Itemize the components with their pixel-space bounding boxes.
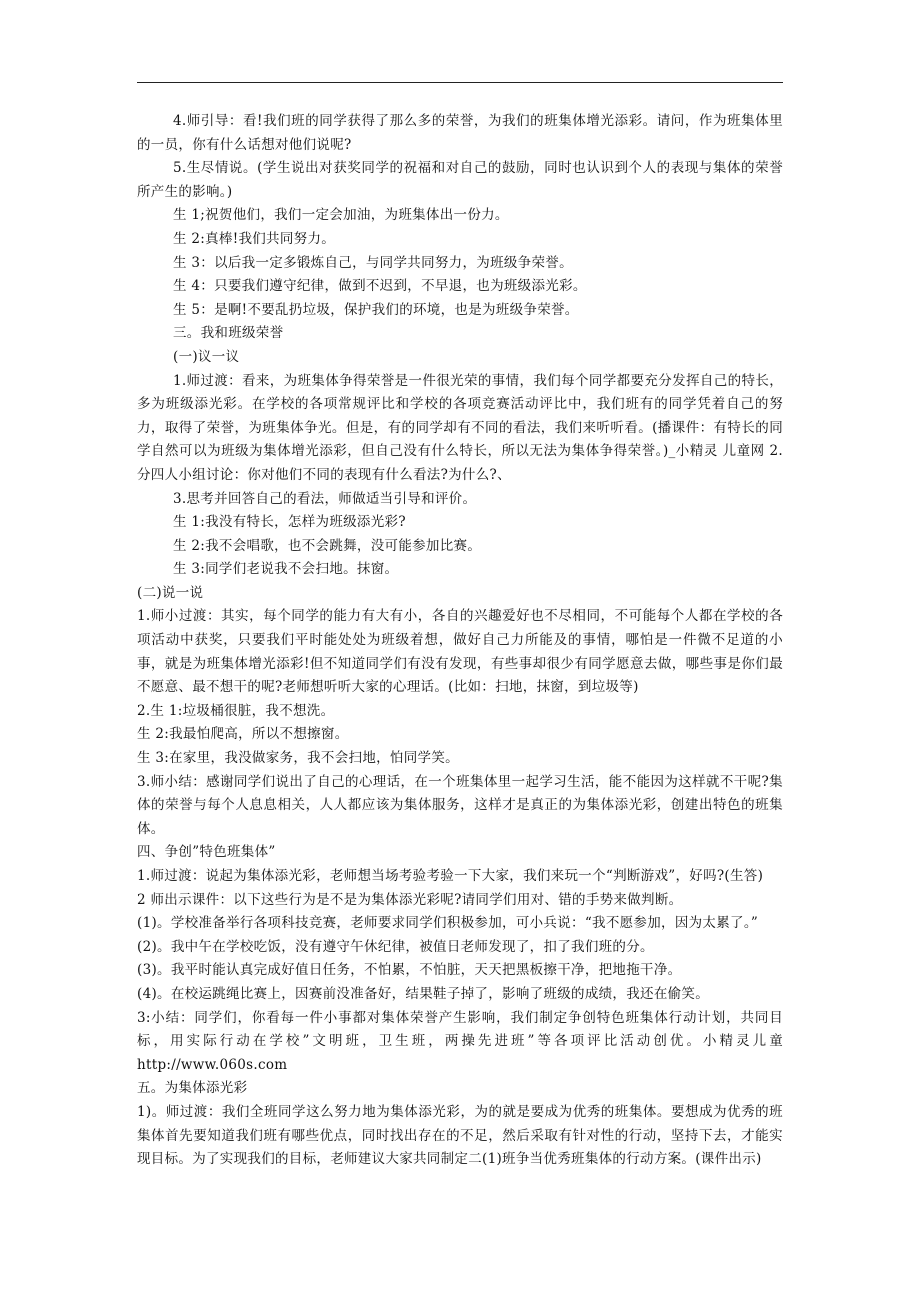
paragraph-6: 生 4：只要我们遵守纪律，做到不迟到，不早退，也为班级添光彩。 (173, 278, 587, 295)
paragraph-20: 3.师小结：感谢同学们说出了自己的心理话，在一个班集体里一起学习生活，能不能因为这样就不干呢?集体的荣誉与每个人息息相关，人人都应该为集体服务，这样才是真正的为集体添光彩，创建出特色的班集体。 (137, 773, 783, 837)
document-body (137, 110, 783, 1172)
paragraph-12: 生 1:我没有特长，怎样为班级添光彩? (173, 514, 406, 531)
paragraph-10: 1.师过渡：看来，为班集体争得荣誉是一件很光荣的事情，我们每个同学都要充分发挥自己的特长，多为班级添光彩。在学校的各项常规评比和学校的各项竞赛活动评比中，我们班有的同学凭着自己的努力，取得了荣誉，为班集体争光。但是，有的同学却有不同的看法，我们来听听看。(播课件：有特长的同学自然可以为班级为集体增光添彩，但自己没有什么特长，所以无法为集体争得荣誉。)_小精灵 儿童网 2.分四人小组讨论：你对他们不同的表现有什么看法?为什么?、 (137, 372, 783, 483)
paragraph-29: 五。为集体添光彩 (137, 1080, 248, 1097)
paragraph-2: 5.生尽情说。(学生说出对获奖同学的祝福和对自己的鼓励，同时也认识到个人的表现与集体的荣誉所产生的影响。) (137, 160, 783, 200)
paragraph-24: (1)。学校准备举行各项科技竞赛，老师要求同学们积极参加，可小兵说：“我不愿参加，因为太累了。” (137, 915, 759, 932)
paragraph-19: 生 3:在家里，我没做家务，我不会扫地，怕同学笑。 (137, 750, 459, 767)
paragraph-5: 生 3：以后我一定多锻炼自己，与同学共同努力，为班级争荣誉。 (173, 254, 573, 271)
paragraph-7: 生 5：是啊!不要乱扔垃圾，保护我们的环境，也是为班级争荣誉。 (173, 301, 579, 318)
paragraph-23: 2 师出示课件：以下这些行为是不是为集体添光彩呢?请同学们用对、错的手势来做判断。 (137, 891, 683, 908)
paragraph-17: 2.生 1:垃圾桶很脏，我不想洗。 (137, 702, 335, 719)
paragraph-26: (3)。我平时能认真完成好值日任务，不怕累，不怕脏，天天把黑板擦干净，把地拖干净。 (137, 962, 682, 979)
paragraph-14: 生 3:同学们老说我不会扫地。抹窗。 (173, 561, 399, 578)
paragraph-30: 1)。师过渡：我们全班同学这么努力地为集体添光彩，为的就是要成为优秀的班集体。要想成为优秀的班集体首先要知道我们班有哪些优点，同时找出存在的不足，然后采取有针对性的行动，坚持下去，才能实现目标。为了实现我们的目标，老师建议大家共同制定二(1)班争当优秀班集体的行动方案。(课件出示) (137, 1103, 783, 1168)
paragraph-3: 生 1;祝贺他们，我们一定会加油，为班集体出一份力。 (173, 207, 509, 224)
paragraph-21: 四、争创”特色班集体” (137, 844, 276, 861)
paragraph-18: 生 2:我最怕爬高，所以不想擦窗。 (137, 726, 349, 743)
paragraph-15: (二)说一说 (137, 584, 204, 601)
paragraph-28: 3:小结：同学们，你看每一件小事都对集体荣誉产生影响，我们制定争创特色班集体行动计划，共同目标，用实际行动在学校”文明班，卫生班，两操先进班”等各项评比活动创优。小精灵儿童 http://www.060s.com (137, 1009, 783, 1073)
paragraph-16: 1.师小过渡：其实，每个同学的能力有大有小，各自的兴趣爱好也不尽相同，不可能每个人都在学校的各项活动中获奖，只要我们平时能处处为班级着想，做好自己力所能及的事情，哪怕是一件微不足道的小事，就是为班集体增光添彩!但不知道同学们有没有发现，有些事却很少有同学愿意去做，哪些事是你们最不愿意、最不想干的呢?老师想听听大家的心理话。(比如：扫地，抹窗，到垃圾等) (137, 608, 783, 696)
paragraph-22: 1.师过渡：说起为集体添光彩，老师想当场考验考验一下大家，我们来玩一个“判断游戏”，好吗?(生答) (137, 868, 764, 884)
paragraph-27: (4)。在校运跳绳比赛上，因赛前没准备好，结果鞋子掉了，影响了班级的成绩，我还在偷笑。 (137, 985, 710, 1002)
header-rule (137, 82, 783, 83)
paragraph-9: (一)议一议 (173, 348, 240, 365)
paragraph-13: 生 2:我不会唱歌，也不会跳舞，没可能参加比赛。 (173, 537, 482, 554)
paragraph-8: 三。我和班级荣誉 (173, 325, 284, 342)
paragraph-25: (2)。我中午在学校吃饭，没有遵守午休纪律，被值日老师发现了，扣了我们班的分。 (137, 938, 654, 955)
paragraph-4: 生 2:真棒!我们共同努力。 (173, 230, 336, 247)
paragraph-11: 3.思考并回答自己的看法，师做适当引导和评价。 (173, 490, 477, 507)
paragraph-1: 4.师引导：看!我们班的同学获得了那么多的荣誉，为我们的班集体增光添彩。请问，作为班集体里的一员，你有什么话想对他们说呢? (137, 113, 783, 153)
